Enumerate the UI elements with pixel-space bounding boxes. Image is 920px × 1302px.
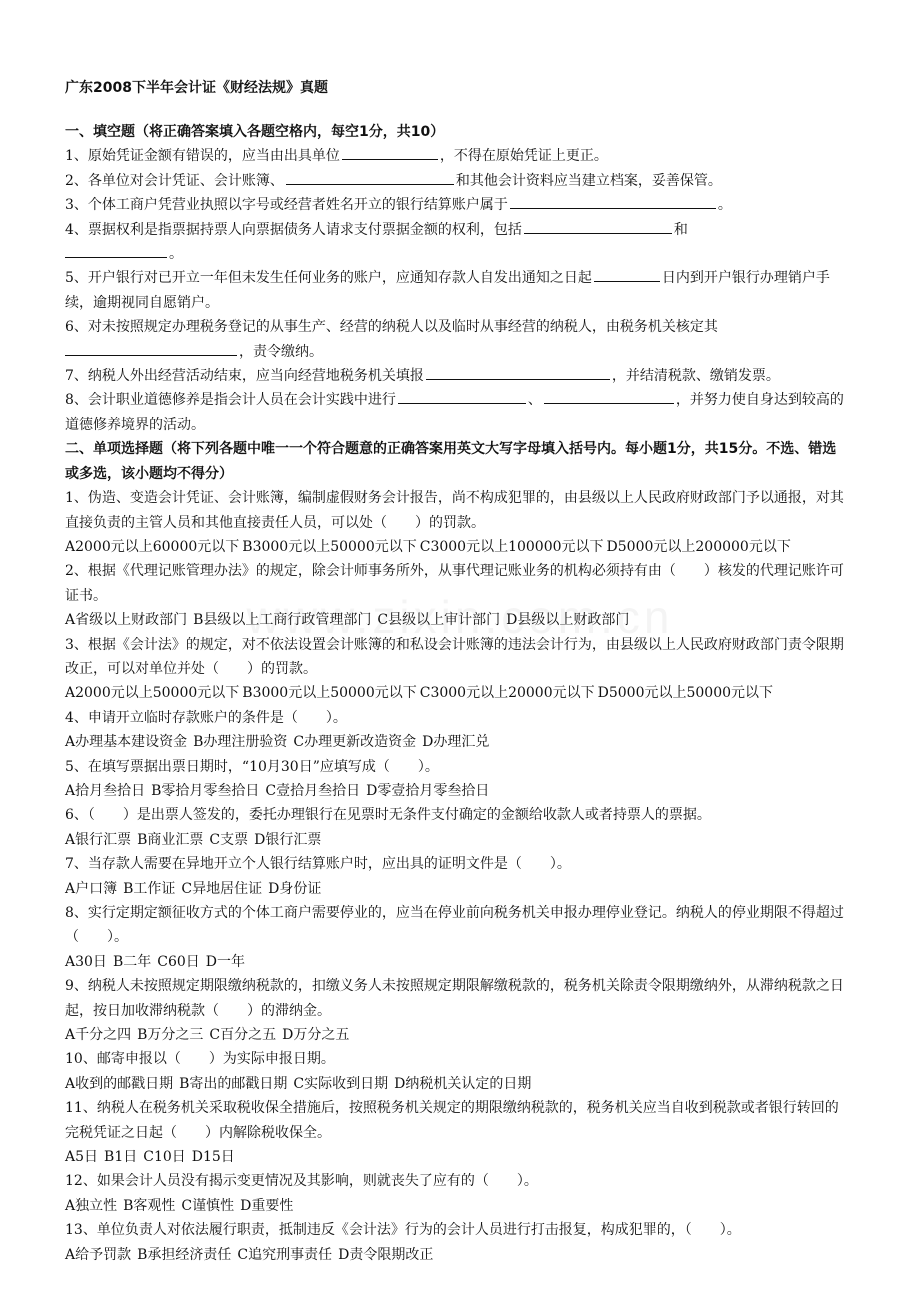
option: B3000元以上50000元以下 bbox=[242, 538, 417, 555]
option: B办理注册验资 bbox=[193, 734, 288, 751]
answer-blank bbox=[398, 388, 526, 404]
choice-question: 3、根据《会计法》的规定，对不依法设置会计账簿的和私设会计账簿的违法会计行为，由县级以上人民政府财政部门责令限期改正，可以对单位并处（ ）的罚款。 bbox=[65, 636, 844, 677]
document-body bbox=[65, 78, 845, 1267]
option: B零拾月零叁拾日 bbox=[151, 782, 260, 799]
document-title: 广东2008下半年会计证《财经法规》真题 bbox=[65, 80, 328, 96]
choice-options bbox=[65, 950, 845, 974]
option: B二年 bbox=[112, 953, 152, 970]
choice-options bbox=[65, 877, 845, 901]
option: C10日 bbox=[143, 1149, 186, 1166]
option: A拾月叁拾日 bbox=[65, 782, 146, 799]
option: A给予罚款 bbox=[65, 1246, 132, 1263]
choice-question: 4、申请开立临时存款账户的条件是（ ）。 bbox=[65, 709, 347, 726]
choice-options bbox=[65, 1072, 845, 1096]
option: C办理更新改造资金 bbox=[293, 734, 417, 751]
option: C异地居住证 bbox=[181, 880, 263, 897]
section-heading-single-choice: 二、单项选择题（将下列各题中唯一一个符合题意的正确答案用英文大写字母填入括号内。每小题1分，共15分。不选、错选或多选，该小题均不得分） bbox=[65, 441, 837, 482]
option: D万分之五 bbox=[282, 1027, 350, 1044]
option: A收到的邮戳日期 bbox=[65, 1075, 174, 1092]
option: B3000元以上50000元以下 bbox=[242, 685, 417, 702]
fill-question-2: 2、各单位对会计凭证、会计账簿、 和其他会计资料应当建立档案，妥善保管。 bbox=[65, 169, 845, 193]
option: C60日 bbox=[157, 953, 200, 970]
choice-question: 6、（ ）是出票人签发的，委托办理银行在见票时无条件支付确定的金额给收款人或者持票人的票据。 bbox=[65, 807, 711, 824]
option: A千分之四 bbox=[65, 1027, 132, 1044]
choice-question: 12、如果会计人员没有揭示变更情况及其影响，则就丧失了应有的（ ）。 bbox=[65, 1173, 538, 1190]
option: A办理基本建设资金 bbox=[65, 734, 188, 751]
choice-question: 2、根据《代理记账管理办法》的规定，除会计师事务所外，从事代理记账业务的机构必须持有由（ ）核发的代理记账许可证书。 bbox=[65, 563, 844, 604]
choice-question: 7、当存款人需要在异地开立个人银行结算账户时，应出具的证明文件是（ ）。 bbox=[65, 856, 571, 873]
answer-blank bbox=[594, 266, 660, 282]
option: C壹拾月叁拾日 bbox=[265, 782, 361, 799]
option: B承担经济责任 bbox=[137, 1246, 232, 1263]
option: C县级以上审计部门 bbox=[377, 612, 501, 629]
option: A独立性 bbox=[65, 1197, 118, 1214]
option: D重要性 bbox=[240, 1197, 294, 1214]
option: A银行汇票 bbox=[65, 831, 132, 848]
answer-blank bbox=[286, 169, 454, 185]
option: A30日 bbox=[65, 953, 107, 970]
fill-question-3: 3、个体工商户凭营业执照以字号或经营者姓名开立的银行结算账户属于 。 bbox=[65, 193, 845, 217]
choice-question: 8、实行定期定额征收方式的个体工商户需要停业的，应当在停业前向税务机关申报办理停业登记。纳税人的停业期限不得超过（ ）。 bbox=[65, 905, 844, 946]
fill-question-1: 1、原始凭证金额有错误的，应当由出具单位 ，不得在原始凭证上更正。 bbox=[65, 144, 845, 168]
answer-blank bbox=[342, 144, 438, 160]
choice-question: 1、伪造、变造会计凭证、会计账簿，编制虚假财务会计报告，尚不构成犯罪的，由县级以上人民政府财政部门予以通报，对其直接负责的主管人员和其他直接责任人员，可以处（ ）的罚款。 bbox=[65, 490, 844, 531]
option: D银行汇票 bbox=[254, 831, 322, 848]
option: D零壹拾月零叁拾日 bbox=[366, 782, 490, 799]
option: B县级以上工商行政管理部门 bbox=[193, 612, 372, 629]
option: D一年 bbox=[205, 953, 245, 970]
choice-options bbox=[65, 1194, 845, 1218]
choice-question: 9、纳税人未按照规定期限缴纳税款的，扣缴义务人未按照规定期限解缴税款的，税务机关除责令限期缴纳外，从滞纳税款之日起，按日加收滞纳税款（ ）的滞纳金。 bbox=[65, 978, 844, 1019]
option: C追究刑事责任 bbox=[237, 1246, 333, 1263]
fill-question-4: 4、票据权利是指票据持票人向票据债务人请求支付票据金额的权利，包括 和 。 bbox=[65, 218, 845, 267]
answer-blank bbox=[510, 193, 716, 209]
option: C支票 bbox=[209, 831, 249, 848]
option: C谨慎性 bbox=[181, 1197, 235, 1214]
option: D身份证 bbox=[268, 880, 322, 897]
option: D5000元以上50000元以下 bbox=[597, 685, 774, 702]
option: A2000元以上50000元以下 bbox=[65, 685, 240, 702]
option: B客观性 bbox=[123, 1197, 176, 1214]
choice-options bbox=[65, 828, 845, 852]
choice-options bbox=[65, 608, 845, 632]
option: B商业汇票 bbox=[137, 831, 204, 848]
choice-question: 10、邮寄申报以（ ）为实际申报日期。 bbox=[65, 1051, 335, 1068]
answer-blank bbox=[544, 388, 674, 404]
option: C百分之五 bbox=[209, 1027, 277, 1044]
choice-options bbox=[65, 779, 845, 803]
fill-question-7: 7、纳税人外出经营活动结束，应当向经营地税务机关填报 ，并结清税款、缴销发票。 bbox=[65, 364, 845, 388]
option: A省级以上财政部门 bbox=[65, 612, 188, 629]
option: A5日 bbox=[65, 1149, 99, 1166]
choice-options bbox=[65, 1023, 845, 1047]
choice-options bbox=[65, 1243, 845, 1267]
choice-question: 11、纳税人在税务机关采取税收保全措施后，按照税务机关规定的期限缴纳税款的，税务机关应当自收到税款或者银行转回的完税凭证之日起（ ）内解除税收保全。 bbox=[65, 1100, 839, 1141]
option: D办理汇兑 bbox=[422, 734, 490, 751]
choice-options bbox=[65, 681, 845, 705]
answer-blank bbox=[426, 364, 610, 380]
option: D5000元以上200000元以下 bbox=[606, 538, 791, 555]
choice-options bbox=[65, 1145, 845, 1169]
option: D15日 bbox=[191, 1149, 235, 1166]
option: B寄出的邮戳日期 bbox=[179, 1075, 288, 1092]
answer-blank bbox=[65, 242, 167, 258]
option: B工作证 bbox=[123, 880, 176, 897]
option: D责令限期改正 bbox=[338, 1246, 434, 1263]
section-heading-fill-blank: 一、填空题（将正确答案填入各题空格内，每空1分，共10） bbox=[65, 124, 445, 140]
fill-question-6: 6、对未按照规定办理税务登记的从事生产、经营的纳税人以及临时从事经营的纳税人，由税务机关核定其 ，责令缴纳。 bbox=[65, 319, 718, 360]
option: D县级以上财政部门 bbox=[506, 612, 630, 629]
answer-blank bbox=[65, 340, 237, 356]
option: A户口簿 bbox=[65, 880, 118, 897]
option: A2000元以上60000元以下 bbox=[65, 538, 240, 555]
option: B1日 bbox=[104, 1149, 138, 1166]
choice-options bbox=[65, 535, 845, 559]
option: C3000元以上100000元以下 bbox=[419, 538, 604, 555]
fill-question-5: 5、开户银行对已开立一年但未发生任何业务的账户，应通知存款人自发出通知之日起 日内到开户银行办理销户手续，逾期视同自愿销户。 bbox=[65, 266, 845, 315]
option: D纳税机关认定的日期 bbox=[394, 1075, 532, 1092]
option: B万分之三 bbox=[137, 1027, 204, 1044]
option: C实际收到日期 bbox=[293, 1075, 389, 1092]
answer-blank bbox=[524, 218, 672, 234]
fill-question-8: 8、会计职业道德修养是指会计人员在会计实践中进行 、 ，并努力使自身达到较高的道德修养境界的活动。 bbox=[65, 388, 845, 437]
choice-question: 13、单位负责人对依法履行职责，抵制违反《会计法》行为的会计人员进行打击报复，构成犯罪的，（ ）。 bbox=[65, 1222, 741, 1239]
choice-question: 5、在填写票据出票日期时，“10月30日”应填写成（ ）。 bbox=[65, 758, 439, 775]
choice-options bbox=[65, 730, 845, 754]
option: C3000元以上20000元以下 bbox=[419, 685, 595, 702]
